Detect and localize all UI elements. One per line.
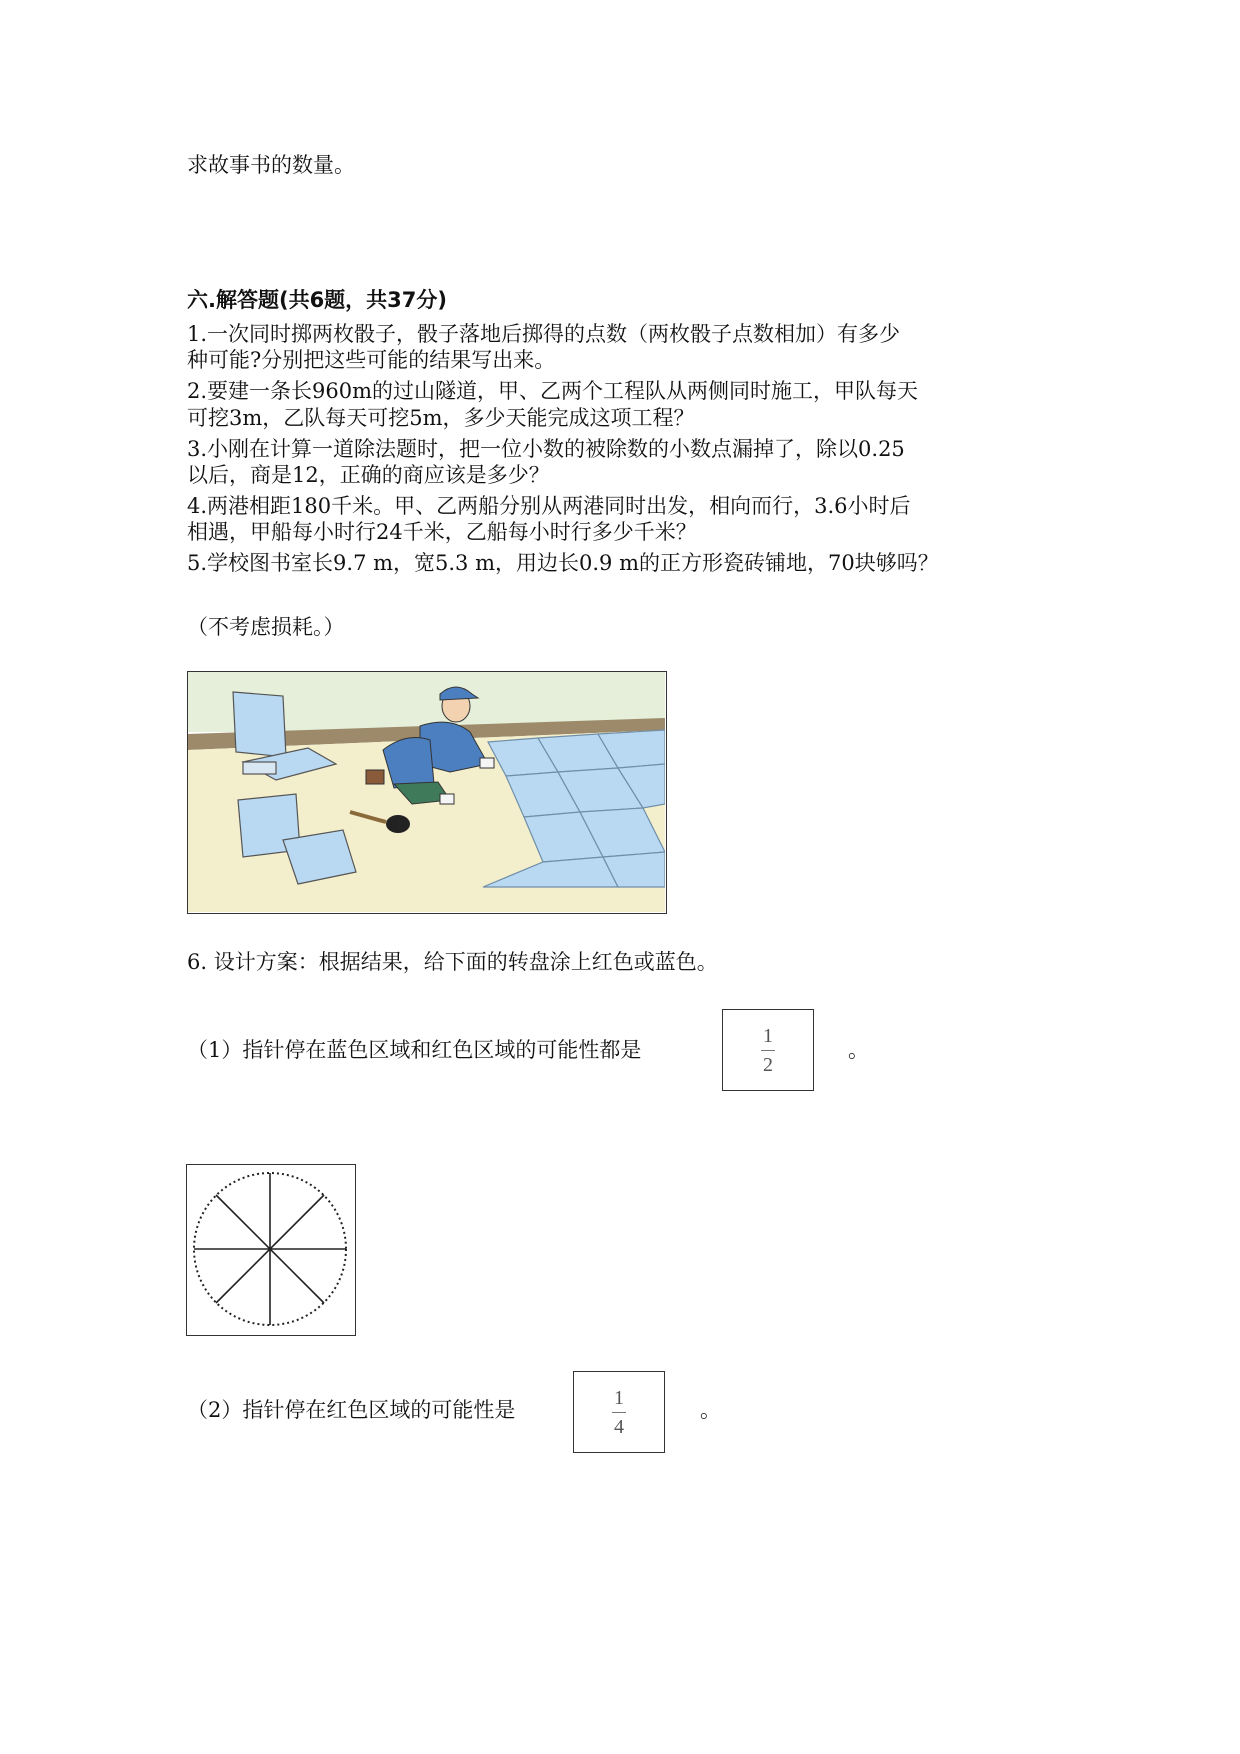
tiling-illustration — [187, 671, 667, 914]
part-2-numerator: 1 — [614, 1386, 624, 1409]
question-5-line-1: 5.学校图书室长9.7 m，宽5.3 m，用边长0.9 m的正方形瓷砖铺地，70块够吗？ — [187, 551, 939, 575]
question-4-line-1: 4.两港相距180千米。甲、乙两船分别从两港同时出发，相向而行，3.6小时后 — [187, 494, 911, 518]
question-2-line-1: 2.要建一条长960m的过山隧道，甲、乙两个工程队从两侧同时施工，甲队每天 — [187, 379, 919, 403]
spinner-figure — [186, 1164, 356, 1336]
part-1-text: （1）指针停在蓝色区域和红色区域的可能性都是 — [187, 1038, 642, 1062]
section-heading: 六.解答题(共6题，共37分) — [187, 288, 448, 312]
part-2-answer-box — [573, 1371, 665, 1453]
part-1-answer-box — [722, 1009, 814, 1091]
part-2-denominator: 4 — [614, 1415, 624, 1438]
fraction-bar — [612, 1412, 626, 1413]
part-1-end-mark: 。 — [848, 1038, 869, 1062]
spinner-wheel — [187, 1165, 354, 1334]
part-2-end-mark: 。 — [700, 1398, 721, 1422]
question-6-title: 6. 设计方案：根据结果，给下面的转盘涂上红色或蓝色。 — [187, 950, 718, 974]
intro-tail: 求故事书的数量。 — [187, 153, 355, 177]
question-1-line-1: 1.一次同时掷两枚骰子，骰子落地后掷得的点数（两枚骰子点数相加）有多少 — [187, 322, 901, 346]
question-3-line-1: 3.小刚在计算一道除法题时，把一位小数的被除数的小数点漏掉了，除以0.25 — [187, 437, 905, 461]
fraction-bar — [761, 1050, 775, 1051]
part-2-text: （2）指针停在红色区域的可能性是 — [187, 1398, 516, 1422]
question-4-line-2: 相遇，甲船每小时行24千米，乙船每小时行多少千米？ — [187, 520, 697, 544]
question-1-line-2: 种可能?分别把这些可能的结果写出来。 — [187, 348, 556, 372]
worker-laying-tiles-image — [188, 672, 665, 912]
part-1-numerator: 1 — [763, 1024, 773, 1047]
question-3-line-2: 以后，商是12，正确的商应该是多少？ — [187, 463, 550, 487]
part-1-denominator: 2 — [763, 1053, 773, 1076]
question-2-line-2: 可挖3m，乙队每天可挖5m，多少天能完成这项工程？ — [187, 406, 695, 430]
question-5-note: （不考虑损耗。） — [187, 615, 345, 639]
